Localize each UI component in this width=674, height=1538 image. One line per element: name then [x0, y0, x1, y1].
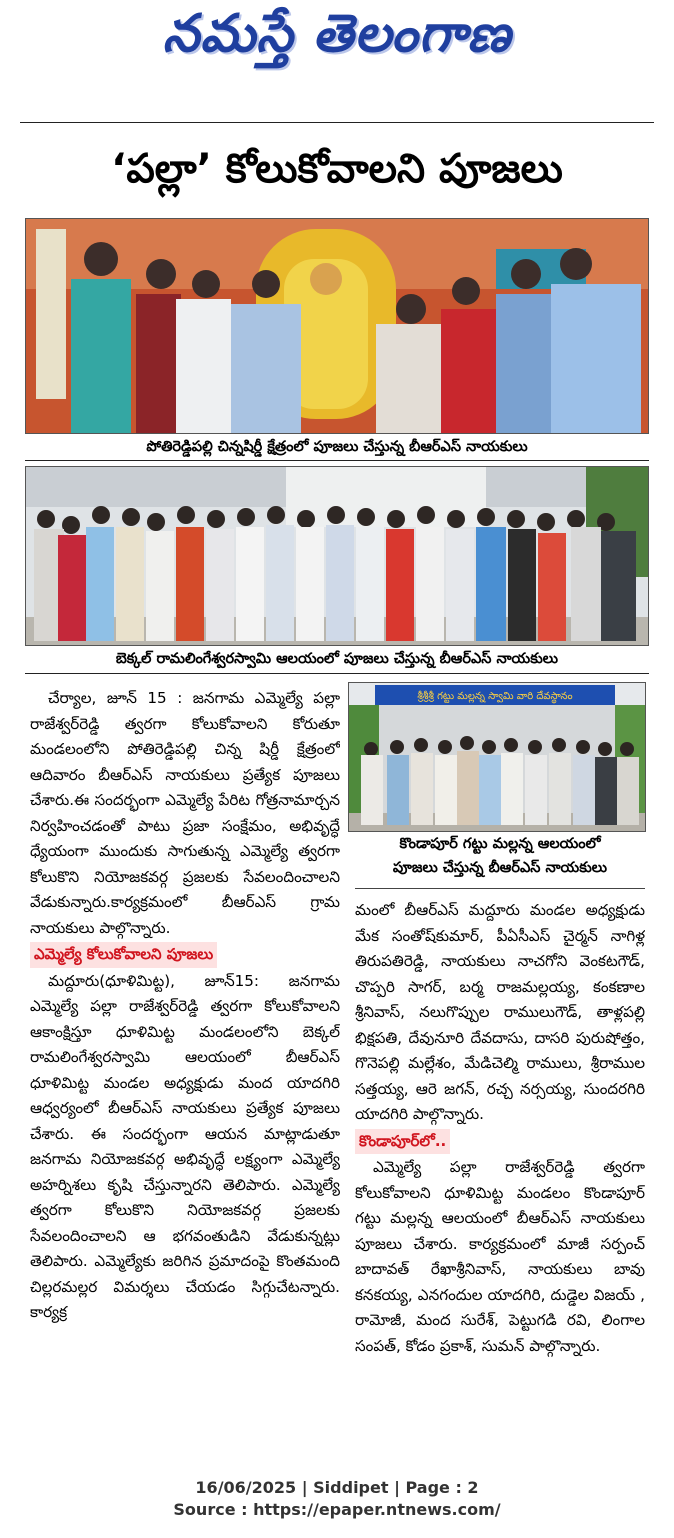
footer-source: Source : https://epaper.ntnews.com/ [173, 1500, 501, 1519]
subheading: కొండాపూర్‌లో.. [355, 1129, 450, 1155]
subheading: ఎమ్మెల్యే కోలుకోవాలని పూజలు [30, 942, 217, 968]
caption-rule [25, 673, 649, 674]
temple-photo-inset [348, 682, 646, 832]
masthead [0, 0, 674, 80]
inset-banner-text: శ్రీశ్రీశ్రీ గట్టు మల్లన్న స్వామి వారి దేవస్థానం [417, 691, 573, 702]
article-paragraph: మద్దూరు(ధూళిమిట్ట), జూన్‌15: జనగామ ఎమ్మెల్యే పల్లా రాజేశ్వర్‌రెడ్డి త్వరగా కోలుకోవాలని ఆకాంక్షిస్తూ ధూళిమిట్ట మండలంలోని బెక్కల్‌ రామలింగేశ్వరస్వామి ఆలయంలో బీఆర్‌ఎస్‌ ధూళిమిట్ట మండల అధ్యక్షుడు మంద యాదగిరి ఆధ్వర్యంలో బీఆర్‌ఎస్‌ నాయకులు ప్రత్యేక పూజలు చేశారు. ఈ సందర్భంగా ఆయన మాట్లాడుతూ జనగామ నియోజకవర్గ అభివృద్ధే లక్ష్యంగా ఎమ్మెల్యే అహర్నిశలు కృషి చేస్తున్నారని తెలిపారు. ఎమ్మెల్యే త్వరగా కోలుకొని నియోజకవర్గ ప్రజలకు సేవలందించాలని ఆ భగవంతుడిని వేడుకున్నట్లు తెలిపారు. ఎమ్మెల్యేకు జరిగిన ప్రమాదంపై కొంతమంది చిల్లరమల్లర విమర్శలు చేయడం సిగ్గుచేటన్నారు. కార్యక్ర [30, 971, 340, 1321]
inset-caption-line2: పూజలు చేస్తున్న బీఆర్‌ఎస్‌ నాయకులు [392, 860, 608, 876]
inset-caption-line1: కొండాపూర్‌ గట్టు మల్లన్న ఆలయంలో [399, 836, 601, 852]
footer-dateline: 16/06/2025 | Siddipet | Page : 2 [195, 1478, 479, 1497]
inset-caption [355, 832, 645, 889]
article-right-column [355, 898, 645, 1464]
top-divider [20, 122, 654, 123]
temple-photo-middle [25, 466, 649, 646]
masthead-title: నమస్తే తెలంగాణ [162, 3, 512, 64]
article-left-column [30, 686, 340, 1464]
photo-caption-middle: బెక్కల్‌ రామలింగేశ్వరస్వామి ఆలయంలో పూజలు చేస్తున్న బీఆర్‌ఎస్‌ నాయకులు [115, 651, 559, 667]
headline: ‘పల్లా’ కోలుకోవాలని పూజలు [111, 146, 563, 192]
temple-photo-top [25, 218, 649, 434]
article-paragraph: ఎమ్మెల్యే పల్లా రాజేశ్వర్‌రెడ్డి త్వరగా కోలుకోవాలని ధూళిమిట్ట మండలం కొండాపూర్‌ గట్టు మల్లన్న ఆలయంలో బీఆర్‌ఎస్‌ నాయకులు పూజలు చేశారు. కార్యక్రమంలో మాజీ సర్పంచ్‌ బాదావత్‌ రేఖాశ్రీనివాస్‌, నాయకులు బావు కనకయ్య, ఎనగందుల యాదగిరి, దుడ్డెల విజయ్‌ , రామోజీ, మంద సురేశ్‌, పెట్టుగడి రవి, లింగాల సంపత్‌, కోడం ప్రకాశ్‌, సుమన్‌ పాల్గొన్నారు. [355, 1158, 645, 1355]
caption-rule [25, 460, 649, 461]
article-paragraph: చేర్యాల, జూన్‌ 15 : జనగామ ఎమ్మెల్యే పల్లా రాజేశ్వర్‌రెడ్డి త్వరగా కోలుకోవాలని కోరుతూ మండలంలోని పోతిరెడ్డిపల్లి చిన్న షిర్డీ క్షేత్రంలో ఆదివారం బీఆర్‌ఎస్‌ నాయకులు ప్రత్యేక పూజలు చేశారు.ఈ సందర్భంగా ఎమ్మెల్యే పేరిట గోత్రనామార్చన నిర్వహించడంతో పాటు ప్రజా సంక్షేమం, అభివృద్ధే ధ్యేయంగా ముందుకు సాగుతున్న ఎమ్మెల్యే త్వరగా కోలుకొని నియోజకవర్గ ప్రజలకు సేవలందించాలని వేడుకున్నారు.కార్యక్రమంలో బీఆర్‌ఎస్‌ గ్రామ నాయకులు పాల్గొన్నారు. [30, 689, 340, 937]
photo-caption-top: పోతిరెడ్డిపల్లి చిన్నషిర్డీ క్షేత్రంలో పూజలు చేస్తున్న బీఆర్‌ఎస్‌ నాయకులు [146, 439, 528, 455]
article-paragraph: మంలో బీఆర్‌ఎస్‌ మద్దూరు మండల అధ్యక్షుడు మేక సంతోష్‌కుమార్‌, పీఏసీఎస్‌ చైర్మన్‌ నాగిళ్ల తిరుపతిరెడ్డి, నాయకులు నాచగోని వెంకటగౌడ్‌, చొప్పరి సాగర్‌, బర్మ రాజమల్లయ్య, కంకణాల శ్రీనివాస్‌, నలుగొప్పుల రాములుగౌడ్‌, తాళ్లపల్లి భిక్షపతి, దేవునూరి దేవదాసు, దాసరి పురుషోత్తం, గొనెపల్లి మల్లేశం, మేడిచెల్మి రాములు, శ్రీరాముల సత్తయ్య, ఆరె జగన్‌, రచ్చ నర్సయ్య, సుందరగిరి యాదగిరి పాల్గొన్నారు. [355, 901, 645, 1123]
